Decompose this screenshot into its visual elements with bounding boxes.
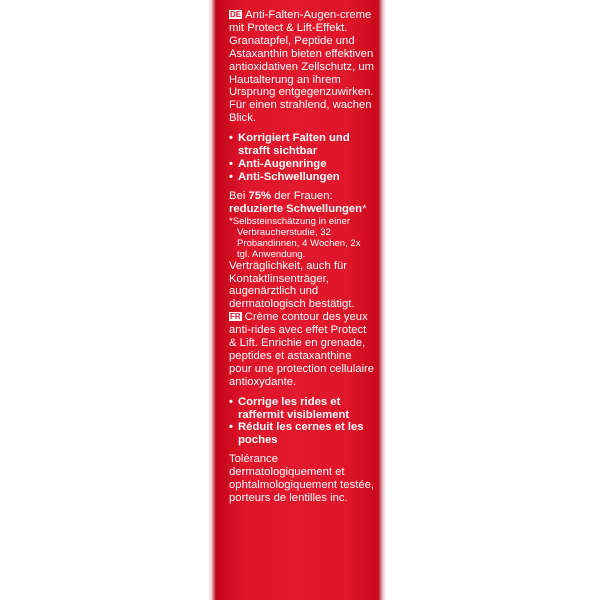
de-claim-suffix: *	[362, 202, 367, 215]
package-text	[229, 9, 375, 505]
de-language-tag: DE	[230, 10, 242, 19]
fr-benefits-list	[229, 396, 375, 448]
de-intro-text: Anti-Falten-Augen-creme mit Protect & Lift-Effekt. Granatapfel, Peptide und Astaxanthin bieten effektiven antioxidativen Zellschutz, um Hautalterung an ihrem Ursprung entgegenzuwirken. Für einen strahlend, wachen Blick.	[229, 9, 375, 125]
de-benefit-item: • Anti-Augenringe	[229, 158, 375, 171]
fr-benefit-item: • Corrige les rides et raffermit visiblement	[229, 396, 375, 422]
de-intro	[229, 9, 375, 125]
de-claim-bold: reduzierte Schwellungen	[229, 202, 363, 215]
box-fold-right	[378, 0, 386, 600]
box-fold-left	[208, 0, 216, 600]
de-claim-middle: der Frauen:	[271, 189, 333, 202]
de-benefit-item: • Korrigiert Falten und strafft sichtbar	[229, 132, 375, 158]
de-claim-percent: 75%	[248, 189, 272, 202]
de-benefit-item: • Anti-Schwellungen	[229, 171, 375, 184]
de-footnote	[229, 216, 375, 260]
de-claim-prefix: Bei	[229, 189, 249, 202]
de-tolerance: Verträglichkeit, auch für Kontaktlinsenträger, augenärztlich und dermatologisch bestätigt.	[229, 259, 355, 311]
fr-intro-text: Crème contour des yeux anti-rides avec effet Protect & Lift. Enrichie en grenade, peptides et astaxanthine pour une protection cellulaire antioxydante.	[229, 311, 375, 388]
de-footnote-rest: Verbraucherstudie, 32 Probandinnen, 4 Wochen, 2x tgl. Anwendung.	[237, 226, 361, 260]
de-footnote-first: *Selbsteinschätzung in einer	[229, 215, 351, 227]
de-benefits-list	[229, 132, 375, 184]
fr-language-tag: FR	[230, 312, 241, 322]
fr-tolerance: Tolérance dermatologiquement et ophtalmologiquement testée, porteurs de lentilles inc.	[229, 453, 375, 504]
de-claim	[229, 190, 375, 216]
fr-intro	[229, 311, 375, 388]
fr-benefit-item: • Réduit les cernes et les poches	[229, 421, 375, 447]
